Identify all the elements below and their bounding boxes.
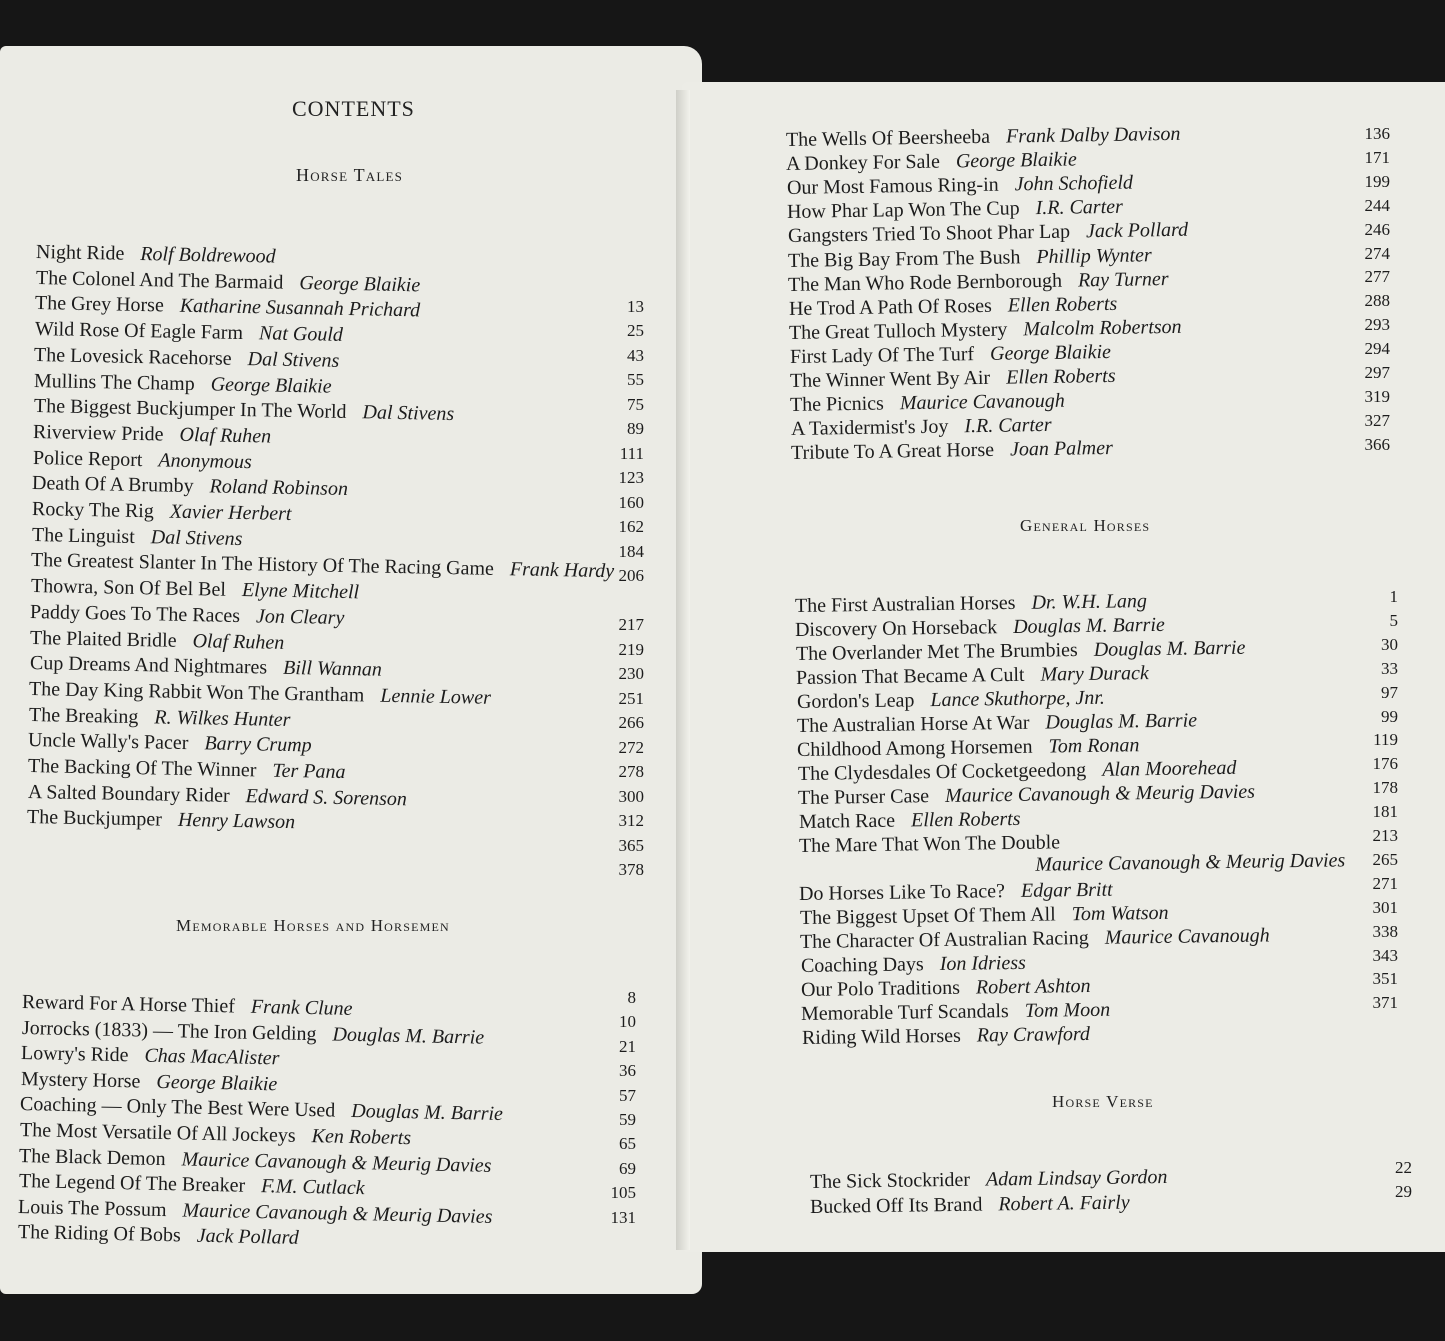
entry-author: Maurice Cavanough — [900, 389, 1066, 415]
entry-page-number: 119 — [1373, 730, 1398, 750]
entry-page-number: 22 — [1395, 1158, 1412, 1177]
entry-author: George Blaikie — [989, 340, 1111, 365]
entry-author: Douglas M. Barrie — [1013, 613, 1166, 638]
entry-author: Tom Ronan — [1048, 734, 1141, 758]
section-heading-general: General Horses — [1020, 516, 1151, 535]
entry-title: Our Polo Traditions — [800, 976, 961, 1001]
entry-title: Do Horses Like To Race? — [799, 879, 1006, 905]
toc-entry — [798, 830, 1346, 876]
toc-entry — [29, 703, 291, 732]
entry-page-number: 378 — [618, 860, 644, 879]
entry-author: Roland Robinson — [209, 475, 349, 501]
entry-title: First Lady Of The Turf — [789, 343, 974, 368]
entry-page-number: 25 — [627, 321, 644, 340]
entry-author: Malcolm Robertson — [1023, 315, 1182, 341]
entry-title: The Australian Horse At War — [796, 711, 1030, 737]
entry-page-number: 160 — [618, 492, 644, 512]
entry-page-number: 301 — [1372, 897, 1398, 917]
entry-page-number: 181 — [1372, 802, 1398, 822]
entry-page-number: 59 — [619, 1110, 636, 1129]
entry-title: Match Race — [798, 809, 895, 833]
entry-title: The Most Versatile Of All Jockeys — [19, 1119, 296, 1147]
entry-author: George Blaikie — [298, 271, 420, 297]
entry-page-number: 13 — [627, 296, 644, 316]
entry-page-number: 75 — [627, 394, 644, 414]
toc-entry — [30, 626, 285, 655]
toc-entry — [802, 1021, 1090, 1049]
entry-title: The Plaited Bridle — [29, 626, 177, 652]
entry-page-number: 297 — [1364, 363, 1390, 382]
entry-page-number: 8 — [627, 988, 636, 1007]
entry-title: The Purser Case — [798, 785, 930, 809]
toc-entry — [36, 240, 276, 269]
entry-title: The Biggest Upset Of Them All — [799, 902, 1056, 929]
entry-author: Tom Watson — [1071, 901, 1169, 925]
entry-page-number: 217 — [618, 615, 644, 634]
entry-author: Frank Hardy — [509, 558, 615, 583]
entry-title: The Wells Of Beersheeba — [785, 125, 991, 151]
entry-author: Chas MacAlister — [144, 1044, 280, 1070]
entry-page-number: 219 — [618, 639, 644, 659]
entry-page-number: 343 — [1372, 945, 1398, 965]
entry-author: Anonymous — [158, 449, 252, 473]
entry-page-number: 5 — [1389, 610, 1398, 630]
entry-author: I.R. Carter — [1035, 196, 1124, 220]
entry-page-number: 184 — [618, 541, 644, 561]
entry-page-number: 57 — [619, 1085, 636, 1105]
entry-page-number: 176 — [1372, 754, 1398, 774]
entry-page-number: 366 — [1364, 434, 1390, 454]
entry-author: Barry Crump — [204, 732, 313, 757]
entry-author: Alan Moorehead — [1101, 756, 1237, 781]
entry-author: Lance Skuthorpe, Jnr. — [929, 686, 1105, 712]
entry-author: Ray Crawford — [976, 1022, 1090, 1047]
entry-title: The Buckjumper — [26, 806, 163, 831]
entry-page-number: 288 — [1364, 291, 1390, 311]
toc-entry — [810, 1190, 1130, 1218]
entry-page-number: 277 — [1364, 267, 1390, 287]
entry-title: The Colonel And The Barmaid — [35, 266, 284, 294]
entry-author: Ray Turner — [1078, 267, 1170, 292]
entry-title: The Great Tulloch Mystery — [789, 318, 1008, 344]
entry-author: Adam Lindsay Gordon — [985, 1166, 1168, 1191]
entry-author: Joan Palmer — [1010, 437, 1114, 461]
entry-title: The Legend Of The Breaker — [18, 1170, 245, 1197]
entry-title: Coaching — Only The Best Were Used — [19, 1093, 336, 1122]
entry-author: Xavier Herbert — [169, 500, 292, 525]
entry-page-number: 99 — [1381, 706, 1398, 726]
entry-page-number: 171 — [1364, 147, 1390, 167]
entry-title: The Riding Of Bobs — [17, 1221, 181, 1247]
entry-author: Dal Stivens — [361, 401, 454, 426]
entry-title: Reward For A Horse Thief — [21, 991, 236, 1018]
entry-author: Mary Durack — [1040, 662, 1150, 686]
entry-page-number: 178 — [1372, 778, 1398, 798]
entry-author: George Blaikie — [210, 372, 332, 398]
entry-title: Bucked Off Its Brand — [809, 1193, 983, 1218]
entry-title: Tribute To A Great Horse — [791, 439, 995, 465]
entry-page-number: 10 — [619, 1012, 636, 1032]
entry-page-number: 36 — [619, 1061, 636, 1081]
entry-author: Jack Pollard — [1085, 219, 1188, 243]
entry-page-number: 300 — [618, 786, 644, 806]
entry-author: John Schofield — [1014, 171, 1133, 196]
entry-author: Jon Cleary — [256, 605, 345, 629]
entry-author: Jack Pollard — [196, 1225, 299, 1250]
entry-author: George Blaikie — [956, 148, 1078, 173]
entry-page-number: 351 — [1372, 969, 1398, 989]
entry-author: George Blaikie — [155, 1070, 278, 1096]
toc-entry — [31, 523, 242, 551]
book-gutter — [676, 90, 690, 1250]
toc-entry — [790, 364, 1116, 393]
entry-page-number: 319 — [1364, 386, 1390, 406]
toc-entry — [33, 420, 272, 449]
entry-title: The Mare That Won The Double — [798, 831, 1061, 857]
entry-title: A Taxidermist's Joy — [790, 415, 949, 441]
entry-page-number: 246 — [1364, 219, 1390, 239]
toc-entry — [34, 369, 332, 399]
entry-page-number: 43 — [627, 345, 644, 365]
entry-author: Nat Gould — [258, 322, 343, 347]
entry-author: Maurice Cavanough & Meurig Davies — [181, 1148, 492, 1177]
entry-page-number: 293 — [1364, 315, 1390, 335]
entry-title: The Greatest Slanter In The History Of The Racing Game — [30, 549, 495, 581]
entry-author: Tom Moon — [1024, 998, 1111, 1022]
entry-title: Mullins The Champ — [33, 369, 195, 395]
entry-title: The Big Bay From The Bush — [787, 245, 1021, 272]
entry-page-number: 105 — [610, 1183, 636, 1203]
entry-title: The First Australian Horses — [794, 591, 1016, 617]
toc-entry — [32, 497, 292, 526]
entry-title: Uncle Wally's Pacer — [28, 729, 190, 755]
entry-title: Cup Dreams And Nightmares — [29, 652, 267, 679]
entry-page-number: 327 — [1364, 410, 1390, 430]
toc-entry — [798, 807, 1020, 834]
entry-title: He Trod A Path Of Roses — [788, 294, 992, 320]
entry-title: Lowry's Ride — [20, 1042, 129, 1067]
entry-title: Wild Rose Of Eagle Farm — [34, 318, 244, 345]
entry-title: The Clydesdales Of Cocketgeedong — [797, 758, 1087, 785]
entry-page-number: 123 — [618, 468, 644, 487]
entry-author: I.R. Carter — [964, 414, 1052, 438]
entry-title: Thowra, Son Of Bel Bel — [30, 575, 226, 601]
entry-page-number: 30 — [1381, 634, 1398, 654]
entry-page-number: 371 — [1372, 993, 1398, 1013]
entry-page-number: 111 — [619, 443, 644, 463]
entry-page-number: 312 — [618, 811, 644, 830]
section-heading-verse: Horse Verse — [1052, 1092, 1154, 1111]
entry-author: Douglas M. Barrie — [1045, 709, 1198, 734]
entry-title: Childhood Among Horsemen — [797, 735, 1034, 761]
entry-page-number: 244 — [1364, 195, 1390, 215]
entry-author: Phillip Wynter — [1036, 243, 1152, 268]
entry-author: Dal Stivens — [247, 347, 340, 372]
entry-title: A Salted Boundary Rider — [27, 780, 230, 807]
entry-page-number: 199 — [1364, 171, 1390, 191]
entry-author: Ellen Roberts — [910, 807, 1021, 832]
entry-author: F.M. Cutlack — [260, 1175, 365, 1200]
contents-title: CONTENTS — [292, 96, 415, 121]
entry-page-number: 271 — [1372, 873, 1398, 893]
entry-title: Passion That Became A Cult — [796, 663, 1025, 689]
entry-title: The Man Who Rode Bernborough — [788, 269, 1063, 296]
toc-entry — [801, 997, 1110, 1025]
entry-page-number: 230 — [618, 664, 644, 683]
entry-author: Maurice Cavanough — [1104, 923, 1271, 949]
entry-author: Maurice Cavanough & Meurig Davies — [1035, 849, 1346, 876]
entry-author: Bill Wannan — [282, 657, 382, 681]
entry-title: The Character Of Australian Racing — [800, 926, 1090, 953]
entry-title: Riverview Pride — [32, 420, 164, 446]
entry-author: Katharine Susannah Prichard — [179, 295, 421, 322]
entry-title: Gordon's Leap — [796, 689, 915, 713]
entry-author: Ellen Roberts — [1007, 292, 1118, 317]
entry-title: The Backing Of The Winner — [27, 755, 257, 782]
entry-page-number: 206 — [618, 566, 644, 585]
toc-entry — [810, 1165, 1168, 1194]
entry-page-number: 251 — [618, 688, 644, 708]
entry-author: Olaf Ruhen — [179, 423, 272, 448]
entry-title: Police Report — [32, 446, 143, 471]
entry-author: R. Wilkes Hunter — [153, 706, 291, 731]
entry-page-number: 29 — [1395, 1182, 1412, 1201]
entry-page-number: 274 — [1364, 243, 1390, 263]
entry-title: The Day King Rabbit Won The Grantham — [28, 677, 365, 707]
entry-author: Frank Clune — [250, 995, 353, 1020]
toc-entry — [800, 950, 1025, 977]
entry-author: Ken Roberts — [310, 1125, 411, 1150]
toc-entry — [801, 973, 1091, 1001]
toc-entry — [20, 1067, 277, 1096]
entry-page-number: 69 — [619, 1158, 636, 1178]
entry-title: Jorrocks (1833) — The Iron Gelding — [21, 1016, 317, 1045]
entry-title: The Sick Stockrider — [809, 1168, 971, 1193]
entry-page-number: 278 — [618, 762, 644, 781]
entry-title: The Black Demon — [18, 1144, 166, 1170]
entry-author: Ellen Roberts — [1005, 364, 1116, 389]
entry-title: The Grey Horse — [34, 292, 165, 317]
entry-author: Elyne Mitchell — [241, 579, 360, 604]
entry-author: Ion Idriess — [939, 951, 1026, 975]
entry-page-number: 65 — [619, 1134, 636, 1154]
entry-author: Robert Ashton — [975, 974, 1091, 999]
entry-title: Mystery Horse — [20, 1067, 141, 1093]
entry-page-number: 266 — [618, 713, 644, 732]
entry-title: Gangsters Tried To Shoot Phar Lap — [787, 220, 1070, 248]
entry-page-number: 213 — [1372, 826, 1398, 845]
section-heading-memorable: Memorable Horses and Horsemen — [176, 916, 450, 935]
entry-title: How Phar Lap Won The Cup — [787, 197, 1020, 224]
entry-page-number: 1 — [1389, 587, 1398, 606]
section-heading-horse-tales: Horse Tales — [296, 165, 404, 185]
entry-author: Lennie Lower — [380, 684, 492, 709]
toc-entry — [799, 877, 1113, 905]
entry-author: Olaf Ruhen — [192, 629, 285, 654]
entry-page-number: 33 — [1381, 658, 1398, 678]
entry-title: Night Ride — [35, 241, 125, 265]
entry-author: Maurice Cavanough & Meurig Davies — [945, 780, 1256, 807]
entry-page-number: 97 — [1381, 682, 1398, 702]
entry-title: Riding Wild Horses — [801, 1024, 961, 1049]
entry-page-number: 294 — [1364, 339, 1390, 359]
entry-title: The Winner Went By Air — [789, 366, 991, 392]
entry-title: Discovery On Horseback — [795, 616, 998, 641]
entry-page-number: 338 — [1372, 921, 1398, 941]
entry-author: Ter Pana — [272, 759, 346, 784]
entry-page-number: 162 — [618, 517, 644, 536]
entry-title: Death Of A Brumby — [32, 472, 195, 498]
entry-author: Henry Lawson — [177, 809, 296, 834]
entry-title: Paddy Goes To The Races — [30, 600, 241, 627]
entry-title: Coaching Days — [800, 952, 924, 977]
entry-author: Douglas M. Barrie — [331, 1023, 484, 1049]
entry-title: Rocky The Rig — [31, 498, 155, 523]
entry-title: The Overlander Met The Brumbies — [795, 639, 1078, 665]
entry-author: Edward S. Sorenson — [244, 784, 407, 810]
entry-title: The Linguist — [31, 523, 135, 548]
entry-page-number: 131 — [610, 1207, 636, 1227]
entry-author: Douglas M. Barrie — [351, 1100, 504, 1126]
toc-entry — [33, 446, 252, 474]
entry-title: A Donkey For Sale — [786, 150, 941, 176]
entry-page-number: 265 — [1372, 849, 1398, 869]
entry-title: The Lovesick Racehorse — [34, 343, 233, 370]
entry-title: The Breaking — [28, 703, 139, 728]
entry-title: Memorable Turf Scandals — [801, 999, 1010, 1025]
entry-title: Louis The Possum — [17, 1195, 167, 1221]
entry-author: Dr. W.H. Lang — [1031, 590, 1148, 614]
entry-page-number: 89 — [627, 419, 644, 438]
entry-author: Maurice Cavanough & Meurig Davies — [182, 1199, 493, 1228]
entry-author: Edgar Britt — [1021, 878, 1114, 902]
entry-title: Our Most Famous Ring-in — [786, 173, 999, 200]
entry-page-number: 136 — [1364, 124, 1390, 143]
entry-author: Robert A. Fairly — [998, 1191, 1130, 1215]
entry-page-number: 21 — [619, 1036, 636, 1056]
entry-author: Rolf Boldrewood — [140, 243, 276, 268]
entry-page-number: 55 — [627, 370, 644, 389]
entry-page-number: 272 — [618, 737, 644, 757]
entry-author: Frank Dalby Davison — [1005, 122, 1181, 148]
entry-page-number: 365 — [618, 835, 644, 855]
entry-author: Douglas M. Barrie — [1093, 636, 1246, 661]
entry-title: The Biggest Buckjumper In The World — [33, 395, 347, 424]
entry-title: The Picnics — [790, 392, 885, 417]
entry-author: Dal Stivens — [150, 525, 243, 550]
